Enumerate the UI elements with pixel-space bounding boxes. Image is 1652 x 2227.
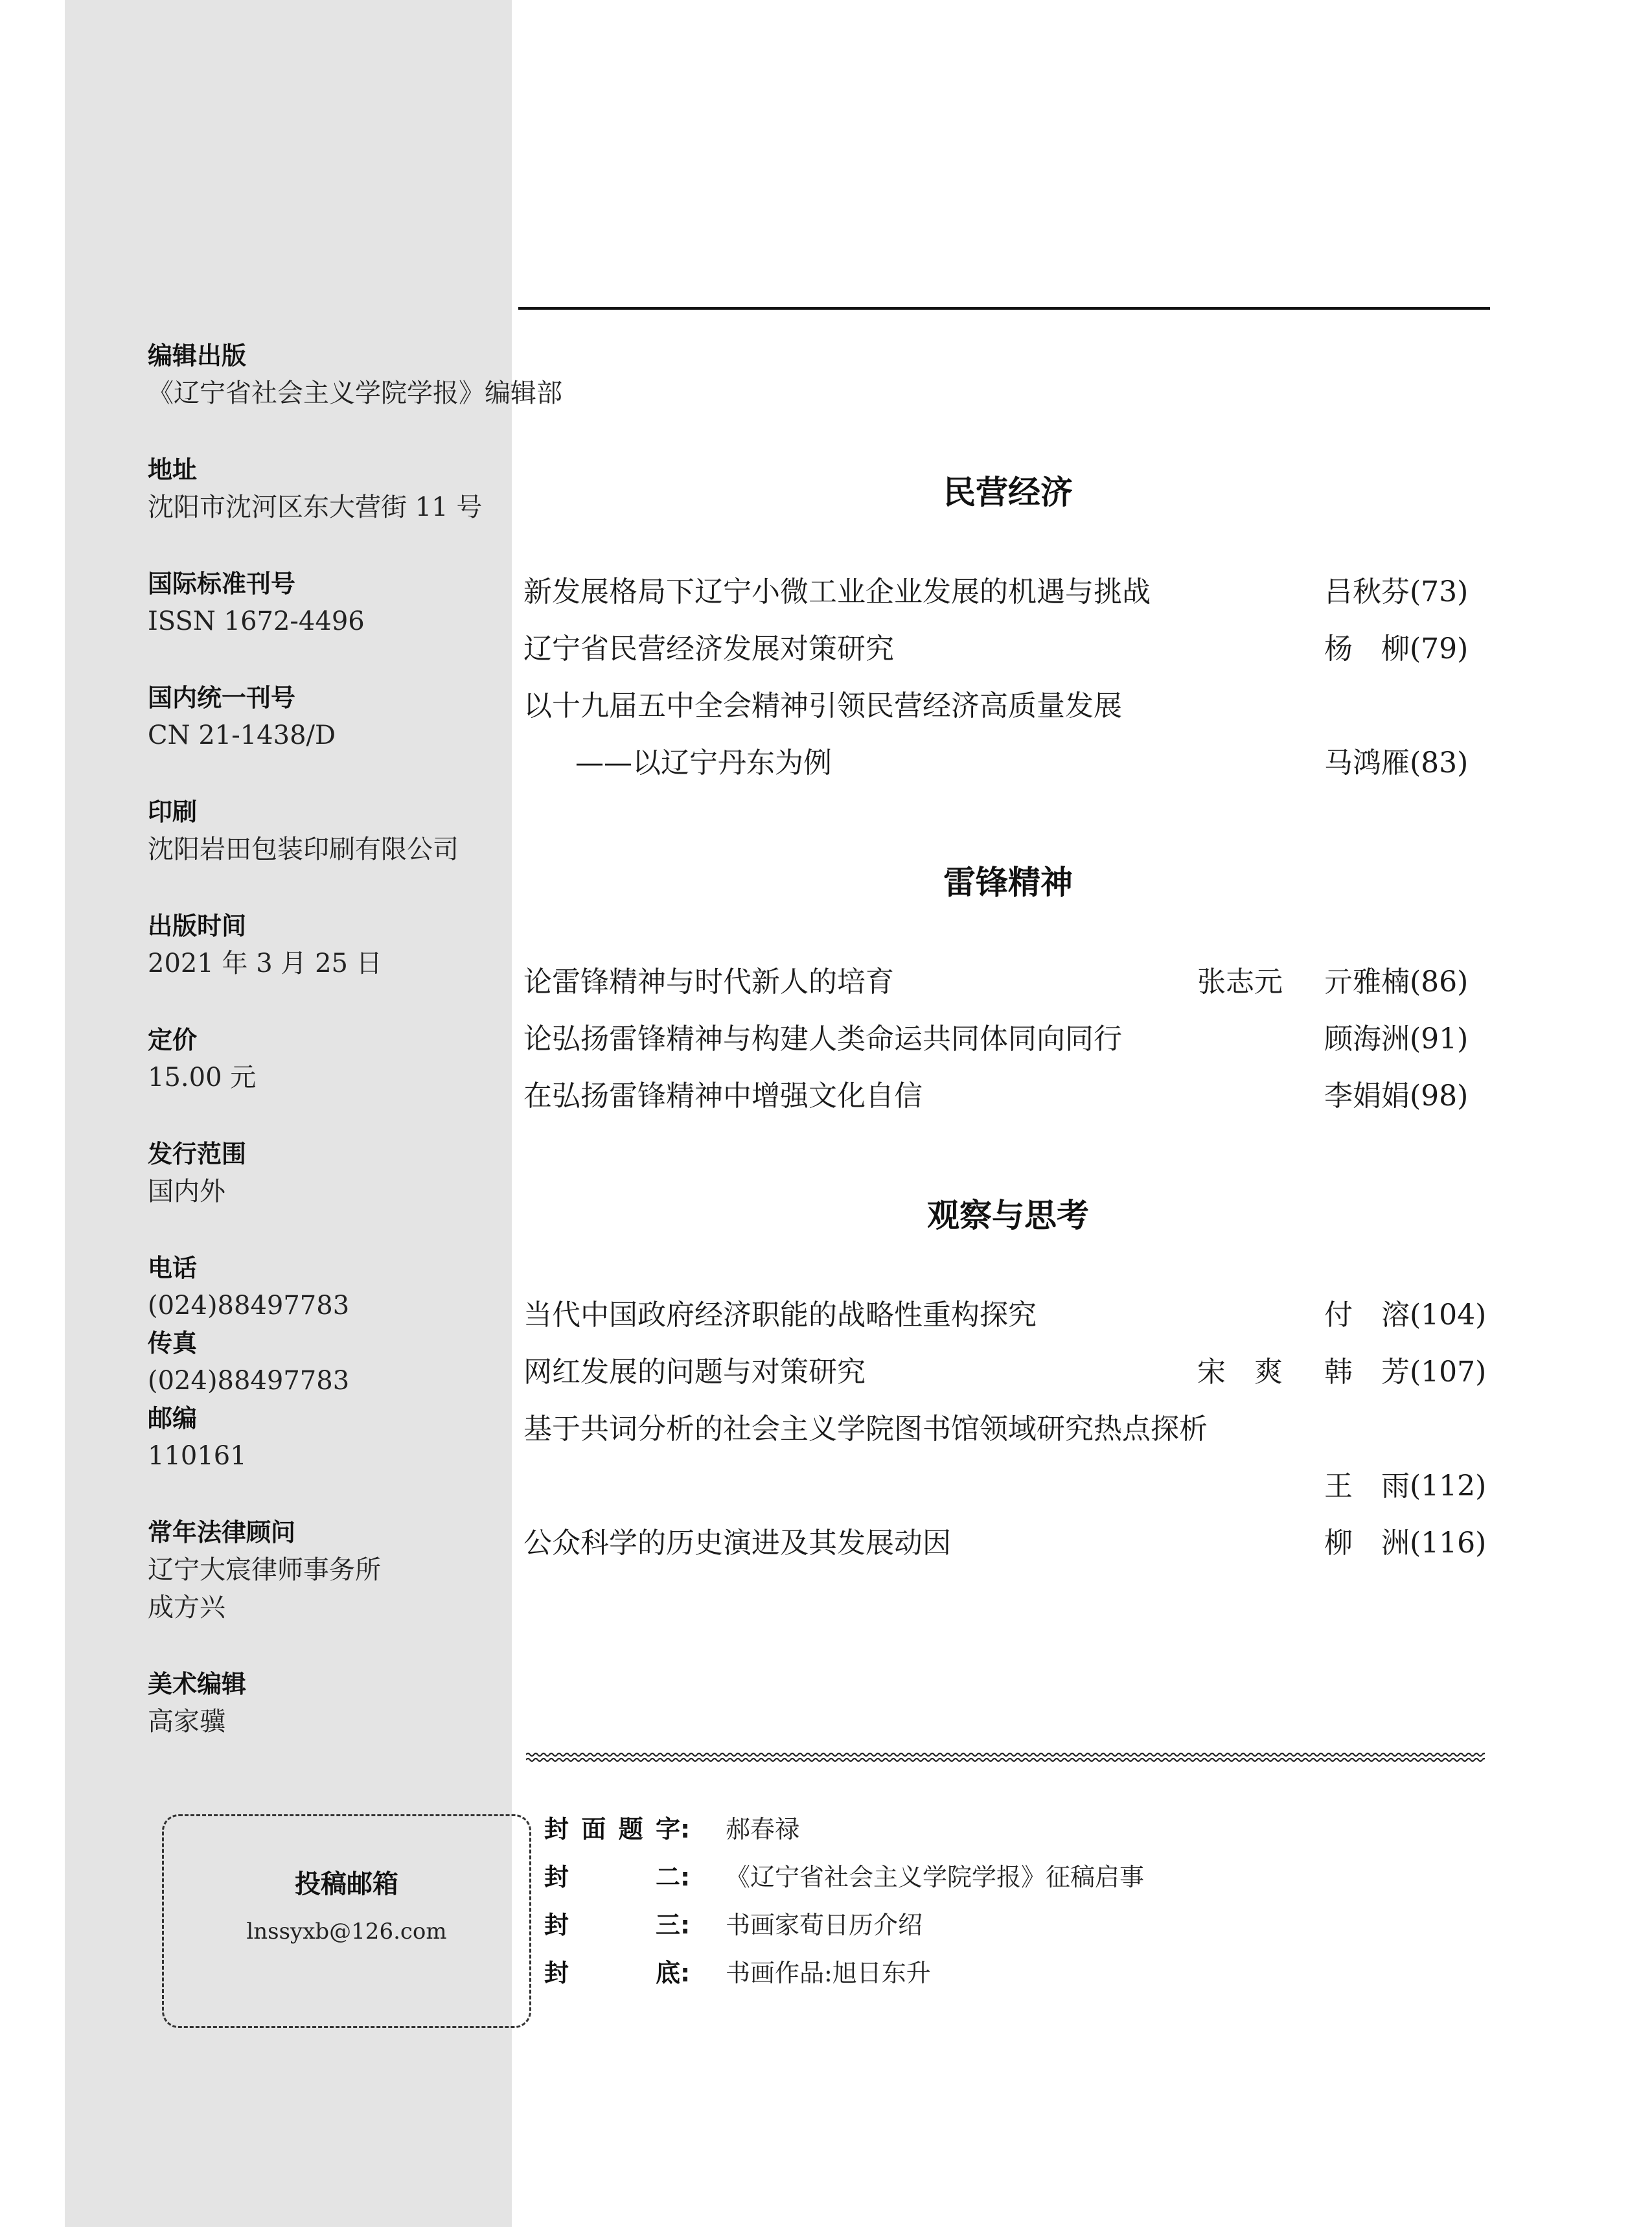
article-title: 以十九届五中全会精神引领民营经济高质量发展 <box>523 689 1122 722</box>
info-cn <box>148 679 511 754</box>
info-label: 编辑出版 <box>148 341 247 370</box>
table-of-contents <box>523 467 1495 1637</box>
toc-entry <box>523 1344 1495 1401</box>
info-label: 国际标准刊号 <box>148 570 296 598</box>
article-coauthor: 张志元 <box>1197 965 1283 998</box>
info-address <box>148 451 511 526</box>
info-label: 出版时间 <box>148 912 247 940</box>
info-value: 成方兴 <box>148 1593 225 1622</box>
info-art-editor <box>148 1665 511 1740</box>
info-label: 印刷 <box>148 798 198 826</box>
article-author-page: 柳 洲(116) <box>1324 1527 1487 1560</box>
toc-entry <box>523 1011 1495 1068</box>
toc-entry <box>523 1068 1495 1125</box>
article-title: 辽宁省民营经济发展对策研究 <box>523 632 894 665</box>
masthead-sidebar <box>65 0 562 2227</box>
credit-value: 《辽宁省社会主义学院学报》征稿启事 <box>726 1863 1145 1891</box>
article-author-page: 韩 芳(107) <box>1324 1356 1487 1389</box>
section-title: 雷锋精神 <box>943 864 1073 901</box>
toc-entry <box>523 1458 1495 1515</box>
info-value: (024)88497783 <box>148 1366 350 1396</box>
toc-entry <box>523 1287 1495 1344</box>
credit-row <box>544 1853 1386 1901</box>
info-legal-advisor <box>148 1514 511 1626</box>
section-entries <box>523 1287 1495 1572</box>
info-value: 沈阳市沈河区东大营街 11 号 <box>148 492 483 522</box>
toc-section <box>523 467 1495 792</box>
info-fax <box>148 1324 511 1400</box>
credit-label: 封二 <box>544 1863 680 1891</box>
article-title: 新发展格局下辽宁小微工业企业发展的机遇与挑战 <box>523 575 1151 608</box>
article-subtitle: ——以辽宁丹东为例 <box>575 746 832 779</box>
info-label: 电话 <box>148 1254 198 1282</box>
credit-row <box>544 1901 1386 1949</box>
masthead-info <box>148 337 562 1779</box>
article-author-page: 王 雨(112) <box>1324 1470 1487 1503</box>
info-date <box>148 907 511 982</box>
info-label: 传真 <box>148 1329 198 1357</box>
submission-mailbox <box>162 1814 531 2028</box>
mailbox-email: lnssyxb@126.com <box>246 1919 447 1944</box>
info-value: 国内外 <box>148 1177 225 1206</box>
credit-row <box>544 1805 1386 1853</box>
article-title: 论雷锋精神与时代新人的培育 <box>523 965 894 998</box>
section-entries <box>523 954 1495 1125</box>
info-label: 定价 <box>148 1026 198 1054</box>
section-title: 民营经济 <box>943 474 1073 511</box>
credit-label: 封面题字 <box>544 1815 680 1843</box>
info-value: 2021 年 3 月 25 日 <box>148 949 382 978</box>
section-entries <box>523 564 1495 792</box>
info-distribution <box>148 1135 511 1210</box>
article-title: 论弘扬雷锋精神与构建人类命运共同体同向同行 <box>523 1022 1122 1056</box>
wavy-divider <box>526 1749 1485 1765</box>
info-printer <box>148 793 511 868</box>
article-title: 网红发展的问题与对策研究 <box>523 1356 866 1389</box>
credit-colon: : <box>680 1863 691 1891</box>
info-label: 发行范围 <box>148 1140 247 1168</box>
credit-row <box>544 1949 1386 1997</box>
toc-entry <box>523 954 1495 1011</box>
toc-entry <box>523 1515 1495 1572</box>
article-author-page: 马鸿雁(83) <box>1324 746 1469 779</box>
info-issn <box>148 565 511 640</box>
article-title: 当代中国政府经济职能的战略性重构探究 <box>523 1298 1037 1332</box>
cover-credits <box>544 1805 1386 1997</box>
info-value: (024)88497783 <box>148 1291 350 1321</box>
info-value: 110161 <box>148 1441 247 1471</box>
top-rule <box>518 307 1490 310</box>
info-label: 国内统一刊号 <box>148 684 296 712</box>
info-editor <box>148 337 562 412</box>
article-author-page: 李娟娟(98) <box>1324 1079 1469 1113</box>
info-price <box>148 1021 511 1096</box>
info-label: 地址 <box>148 456 198 484</box>
article-title: 公众科学的历史演进及其发展动因 <box>523 1527 951 1560</box>
info-postcode <box>148 1400 511 1475</box>
credit-value: 郝春禄 <box>726 1815 800 1843</box>
info-label: 常年法律顾问 <box>148 1518 296 1547</box>
toc-section <box>523 1190 1495 1572</box>
info-value: 辽宁大宸律师事务所 <box>148 1555 381 1585</box>
info-value: ISSN 1672-4496 <box>148 606 365 636</box>
credit-label: 封三 <box>544 1911 680 1939</box>
toc-entry <box>523 678 1495 735</box>
credit-value: 书画作品:旭日东升 <box>726 1959 931 1987</box>
article-author-page: 亓雅楠(86) <box>1324 965 1469 998</box>
toc-section <box>523 857 1495 1125</box>
credit-colon: : <box>680 1959 691 1987</box>
article-author-page: 顾海洲(91) <box>1324 1022 1469 1056</box>
article-author-page: 杨 柳(79) <box>1324 632 1469 665</box>
toc-entry <box>523 1401 1495 1458</box>
article-coauthor: 宋 爽 <box>1197 1356 1283 1389</box>
credit-colon: : <box>680 1911 691 1939</box>
info-value: 15.00 元 <box>148 1063 257 1092</box>
info-phone <box>148 1249 511 1324</box>
credit-value: 书画家荀日历介绍 <box>726 1911 923 1939</box>
info-label: 美术编辑 <box>148 1670 247 1698</box>
article-author-page: 付 溶(104) <box>1324 1298 1487 1332</box>
credit-colon: : <box>680 1815 691 1843</box>
info-value: 高家骥 <box>148 1707 225 1737</box>
info-value: CN 21-1438/D <box>148 721 336 750</box>
toc-entry <box>523 621 1495 678</box>
info-label: 邮编 <box>148 1404 198 1433</box>
info-value: 《辽宁省社会主义学院学报》编辑部 <box>148 378 562 408</box>
toc-entry <box>523 735 1495 792</box>
credit-label: 封底 <box>544 1959 680 1987</box>
info-value: 沈阳岩田包装印刷有限公司 <box>148 835 459 864</box>
article-title: 基于共词分析的社会主义学院图书馆领域研究热点探析 <box>523 1413 1208 1446</box>
toc-entry <box>523 564 1495 621</box>
article-title: 在弘扬雷锋精神中增强文化自信 <box>523 1079 923 1113</box>
article-author-page: 吕秋芬(73) <box>1324 575 1469 608</box>
section-title: 观察与思考 <box>927 1197 1089 1234</box>
mailbox-title: 投稿邮箱 <box>295 1869 398 1899</box>
